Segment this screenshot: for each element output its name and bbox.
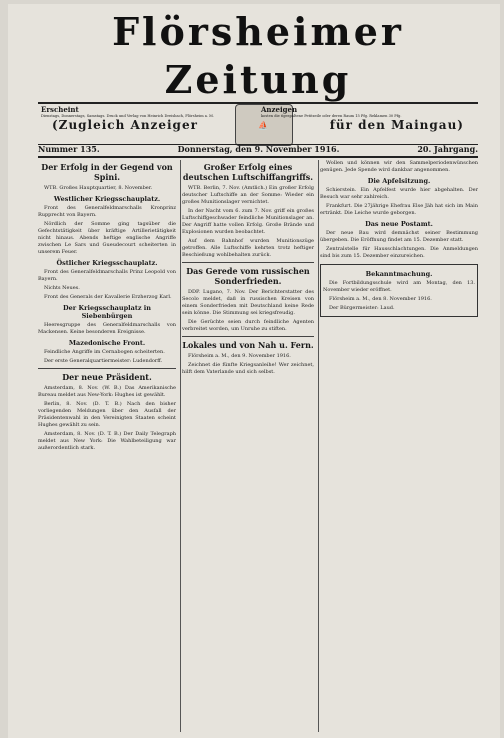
paragraph: Die Gerüchte seien durch feindliche Agenten verbreitet worden, um Unruhe zu stiften.: [182, 319, 314, 332]
issue-year: 20. Jahrgang.: [417, 144, 478, 154]
issue-date: Donnerstag, den 9. November 1916.: [177, 144, 340, 154]
subtitle-right: für den Maingau): [329, 118, 464, 132]
info-row: [38, 102, 478, 145]
issue-number: Nummer 135.: [38, 144, 100, 154]
paragraph: Wollen und können wir den Sammelperiodenwünschen genügen. Jede Spende wird dankbar angenommen.: [320, 160, 478, 173]
paragraph: Flörsheim a. M., den 8. November 1916.: [329, 296, 432, 302]
subtitle-left: (Zugleich Anzeiger: [52, 118, 198, 132]
paragraph: Flörsheim a. M., den 9. November 1916.: [188, 353, 291, 359]
column-3: [320, 160, 478, 732]
paragraph: Front des Generalfeldmarschalls Kronprinz Rupprecht von Bayern.: [38, 205, 176, 218]
subheading: Östlicher Kriegsschauplatz.: [56, 259, 158, 267]
subheading: Mazedonische Front.: [68, 339, 146, 347]
erscheint-box: [38, 104, 258, 144]
divider: [38, 368, 176, 369]
paragraph: In der Nacht vom 6. zum 7. Nov. griff ein großes Luftschiffgeschwader feindliche Munitionslager an. Der Angriff hatte vollen Erfolg. Große Brände und Explosionen wurden beobachtet.: [182, 208, 314, 235]
paragraph: Frankfurt. Die 27jährige Ehefrau Else Jäh hat sich im Main ertränkt. Die Leiche wurde geborgen.: [320, 203, 478, 216]
paragraph: Auf dem Bahnhof wurden Munitionszüge getroffen. Alle Luftschiffe kehrten trotz heftiger Beschießung wohlbehalten zurück.: [182, 238, 314, 258]
paragraph: WTB. Großes Hauptquartier, 8. November.: [44, 185, 153, 191]
paragraph: Zeichnet die fünfte Kriegsanleihe! Wer zeichnet, hilft dem Vaterlande und sich selbst.: [182, 362, 314, 375]
paragraph: Heeresgruppe des Generalfeldmarschalls von Mackensen. Keine besonderen Ereignisse.: [38, 322, 176, 335]
anzeigen-box: [258, 104, 478, 144]
paragraph: Amsterdam, 8. Nov. (D. T. B.) Der Daily Telegraph meldet aus New York: Die Wahlbeteiligung war außerordentlich stark.: [38, 431, 176, 451]
subheading: Westlicher Kriegsschauplatz.: [53, 195, 161, 203]
bekanntmachung-notice: [320, 264, 478, 317]
column-1: [38, 160, 181, 732]
issue-row: [38, 144, 478, 158]
newspaper-page: [8, 4, 500, 738]
anzeigen-heading: Anzeigen: [261, 105, 298, 114]
anzeigen-text: kosten die 6gespaltene Petitzeile oder deren Raum 15 Pfg. Reklamen 30 Pfg.: [261, 114, 402, 118]
paragraph: Amsterdam, 8. Nov. (W. B.) Das Amerikanische Bureau meldet aus New-York: Hughes ist gewählt.: [38, 385, 176, 398]
paragraph: WTB. Berlin, 7. Nov. (Amtlich.) Ein großer Erfolg deutscher Luftschiffe an der Somme: Wieder ein großes Munitionslager vernichtet.: [182, 185, 314, 205]
divider: [182, 262, 314, 263]
headline: Der Erfolg in der Gegend von Spini.: [41, 162, 173, 182]
erscheint-text: Dienstags, Donnerstags, Samstags. Druck und Verlag von Heinrich Dreisbach, Flörsheim a. M.: [41, 114, 214, 118]
paragraph: Nichts Neues.: [44, 285, 80, 291]
newspaper-title: Flörsheimer Zeitung: [112, 9, 404, 102]
paragraph: Front des Generals der Kavallerie Erzherzog Karl.: [44, 294, 172, 300]
paragraph: Feindliche Angriffe im Cernabogen scheiterten.: [44, 349, 165, 355]
paragraph: Der neue Bau wird demnächst seiner Bestimmung übergeben. Die Eröffnung findet am 15. Dezember statt.: [320, 230, 478, 243]
paragraph: Der erste Generalquartiermeister: Ludendorff.: [44, 358, 163, 364]
headline: Das Gerede vom russischen Sonderfrieden.: [186, 266, 310, 286]
column-2: [182, 160, 319, 732]
paragraph: Die Fortbildungsschule wird am Montag, den 13. November wieder eröffnet.: [323, 280, 475, 293]
paragraph: Front des Generalfeldmarschalls Prinz Leopold von Bayern.: [38, 269, 176, 282]
subheading: Die Apfelsitzung.: [367, 177, 431, 185]
subheading: Bekanntmachung.: [365, 270, 433, 278]
paragraph: Zentralstelle für Hausschlachtungen. Die Anmeldungen sind bis zum 15. Dezember einzureichen.: [320, 246, 478, 259]
headline: Der neue Präsident.: [62, 372, 152, 382]
paragraph: DDP. Lugano, 7. Nov. Der Berichterstatter des Secolo meldet, daß in russischen Kreisen von einem Sonderfrieden mit Deutschland keine Rede sein könne. Die Stimmung sei kriegsfreudig.: [182, 289, 314, 316]
paragraph: Nördlich der Somme ging tagsüber die Gefechtstätigkeit über kräftige Artillerietätigkeit nicht hinaus. Abends heftige englische Angriffe zwischen Le Sars und Gueudecourt scheiterten in unserem Feuer.: [38, 221, 176, 255]
divider: [182, 336, 314, 337]
headline: Lokales und von Nah u. Fern.: [182, 340, 314, 350]
paragraph: Schierstein. Ein Apfelfest wurde hier abgehalten. Der Besuch war sehr zahlreich.: [320, 187, 478, 200]
signature: Der Bürgermeister: Laud.: [329, 305, 395, 311]
paragraph: Berlin, 8. Nov. (D. T. B.) Nach den bisher vorliegenden Meldungen über den Ausfall der Präsidentenwahl in den Vereinigten Staaten scheint Hughes gewählt zu sein.: [38, 401, 176, 428]
ship-emblem-icon: ⛵: [235, 104, 293, 146]
subheading: Das neue Postamt.: [365, 220, 433, 228]
erscheint-heading: Erscheint: [41, 105, 79, 114]
headline: Großer Erfolg eines deutschen Luftschiffangriffs.: [182, 162, 314, 182]
subheading: Der Kriegsschauplatz in Siebenbürgen: [62, 304, 151, 320]
